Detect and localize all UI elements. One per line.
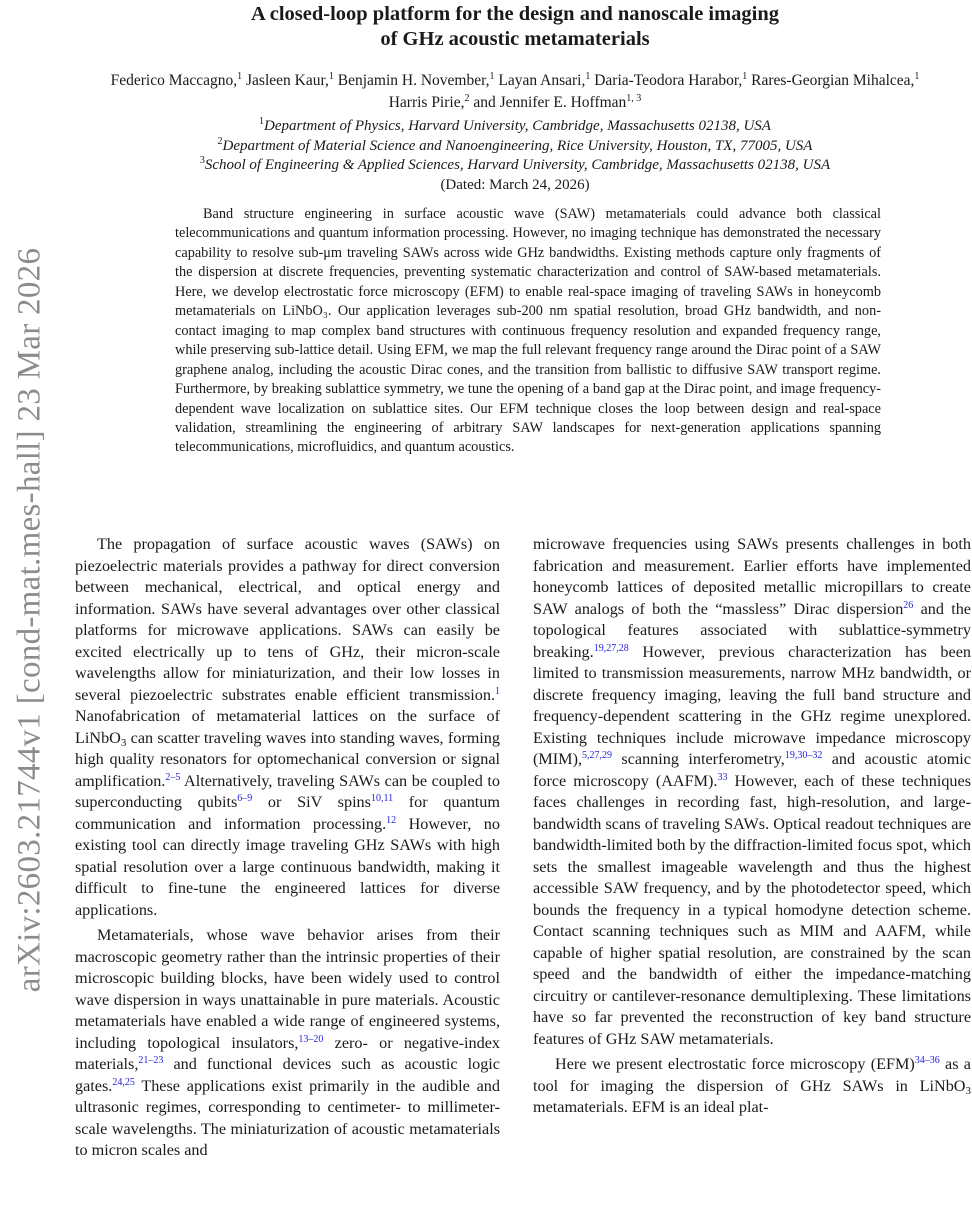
author: Benjamin H. November,$^1$ [337,71,495,89]
body-column-left [75,534,500,1166]
citation-link[interactable]: 2–5 [165,771,181,783]
arxiv-identifier: arXiv:2603.21744v1 [cond-mat.mes-hall] 23 Mar 2026 [11,247,48,993]
affiliation-1: $^1$Department of Physics, Harvard University, Cambridge, Massachusetts 02138, USA [259,116,771,134]
author: Federico Maccagno,$^1$ [110,71,243,89]
author: Daria-Teodora Harabor,$^1$ [594,71,748,89]
citation-link[interactable]: 1 [495,685,500,697]
author: Jasleen Kaur,$^1$ [246,71,334,89]
abstract [175,205,881,458]
citation-link[interactable]: 10,11 [370,793,394,804]
paragraph-intro: The propagation of surface acoustic waves (SAWs) on piezoelectric materials provides a pathway for direct conversion between mechanical, electrical, and optical energy and information. SAWs have several advantages over other classical platforms for microwave applications. SAWs can easily be excited electrically up to tens of GHz, their micron-scale wavelengths allow for miniaturization, and their low losses in several piezoelectric substrates enable efficient transmission.$^1$ Nanofabrication of metamaterial lattices on the surface of LiNbO$_3$ can scatter traveling waves into standing waves, forming high quality resonators for optomechanical conversion or signal amplification.$^{2-5}$ Alternatively, traveling SAWs can be coupled to superconducting qubits$^{6-9}$ or SiV spins$^{10,11}$ for quantum communication and information processing.$^{12}$ However, no existing tool can directly image traveling GHz SAWs with high spatial resolution over a large continuous bandwidth, making it difficult to fine-tune the engineered lattices for diverse applications. [75,535,500,919]
citation-link[interactable]: 33 [717,771,728,783]
paragraph-metamaterials: Metamaterials, whose wave behavior arises from their macroscopic geometry rather than the intrinsic properties of their microscopic building blocks, have been widely used to control wave dispersion in ways unattainable in pure materials. Acoustic metamaterials have enabled a wide range of engineered systems, including topological insulators,$^{13-20}$ zero- or negative-index materials,$^{21-23}$ and functional devices such as acoustic logic gates.$^{24,25}$ These applications exist primarily in the audible and ultrasonic regimes, corresponding to centimeter- to millimeter-scale wavelengths. The miniaturization of acoustic metamaterials to micron scales and [75,926,501,1159]
affiliation-3: $^3$School of Engineering & Applied Sciences, Harvard University, Cambridge, Massachusetts 02138, USA [199,155,831,173]
body-column-right [533,534,971,1123]
arxiv-side-stamp [0,205,60,1205]
paragraph-efm-intro: Here we present electrostatic force microscopy (EFM)$^{34-36}$ as a tool for imaging the dispersion of GHz SAWs in LiNbO$_3$ metamaterials. EFM is an ideal plat- [533,1055,971,1116]
citation-link[interactable]: 13–20 [298,1033,324,1045]
date-line: (Dated: March 24, 2026) [440,176,590,193]
citation-link[interactable]: 12 [386,814,397,826]
author-list [110,70,920,114]
author: Harris Pirie,$^2$ [388,93,470,111]
citation-link[interactable]: 34–36 [914,1055,940,1066]
affiliation-2: $^2$Department of Material Science and Nanoengineering, Rice University, Houston, TX, 77005, USA [217,135,813,154]
author: Layan Ansari,$^1$ [498,71,591,89]
citation-link[interactable]: 26 [903,599,914,611]
paragraph-continued: microwave frequencies using SAWs presents challenges in both fabrication and measurement. Earlier efforts have implemented honeycomb lattices of deposited metallic micropillars to create SAW analogs of both the “massless” Dirac dispersion$^{26}$ and the topological features associated with sublattice-symmetry breaking.$^{19,27,28}$ However, previous characterization has been limited to transmission measurements, narrow MHz bandwidth, or discrete frequency imaging, leaving the full band structure and frequency-dependent scattering in the GHz regime unexplored. Existing techniques include microwave impedance microscopy (MIM),$^{5,27,29}$ scanning interferometry,$^{19,30-32}$ and acoustic atomic force microscopy (AAFM).$^{33}$ However, each of these techniques faces challenges in recording fast, high-resolution, and large-bandwidth scans of traveling SAWs. Optical readout techniques are bandwidth-limited both by the diffraction-limited focus spot, which sets the smallest imageable wavelength and thus the highest accessible SAW frequency, and by the photodetector speed, which bounds the frequency in a typical homodyne detection scheme. Contact scanning techniques such as MIM and AAFM, while capable of higher spatial resolution, are constrained by the scan speed and the bandwidth of either the impedance-matching circuitry or cantilever-resonance demultiplexing. These limitations have so far prevented the reconstruction of key band structure features of GHz SAW metamaterials. [533,535,971,1048]
author: Rares-Georgian Mihalcea,$^1$ [751,71,920,89]
abstract-text: Band structure engineering in surface acoustic wave (SAW) metamaterials could advance both classical telecommunications and quantum information processing. However, no imaging technique has demonstrated the necessary capability to resolve sub-μm traveling SAWs across wide GHz bandwidths. Existing methods capture only fragments of the dispersion at discrete frequencies, preventing systematic characterization and control of SAW-based metamaterials. Here, we develop electrostatic force microscopy (EFM) to enable real-space imaging of traveling SAWs in honeycomb metamaterials on LiNbO₃. Our application leverages sub-200 nm spatial resolution, broad GHz bandwidth, and non-contact imaging to map complex band structures with continuous frequency resolution and expanded frequency range, while preserving sub-lattice detail. Using EFM, we map the full relevant frequency range around the Dirac point of a SAW graphene analog, including the acoustic Dirac cones, and the transition from ballistic to diffusive SAW transport regime. Furthermore, by breaking sublattice symmetry, we tune the opening of a band gap at the Dirac point, and image frequency-dependent wave localization on sublattice sites. Our EFM technique closes the loop between design and real-space validation, streamlining the engineering of arbitrary SAW landscapes for next-generation applications spanning telecommunications, microfluidics, and quantum acoustics. [175,206,881,456]
title-line-1: A closed-loop platform for the design and nanoscale imaging [250,3,780,25]
title-line-2: of GHz acoustic metamaterials [380,28,650,50]
author: and Jennifer E. Hoffman$^{1, 3}$ [473,93,642,111]
paper-title [100,2,930,52]
citation-link[interactable]: 5,27,29 [582,750,613,761]
citation-link[interactable]: 6–9 [237,793,253,804]
citation-link[interactable]: 19,30–32 [784,750,823,761]
citation-link[interactable]: 24,25 [112,1076,135,1088]
affiliations [90,117,940,195]
citation-link[interactable]: 21–23 [138,1055,164,1066]
citation-link[interactable]: 19,27,28 [593,642,629,654]
